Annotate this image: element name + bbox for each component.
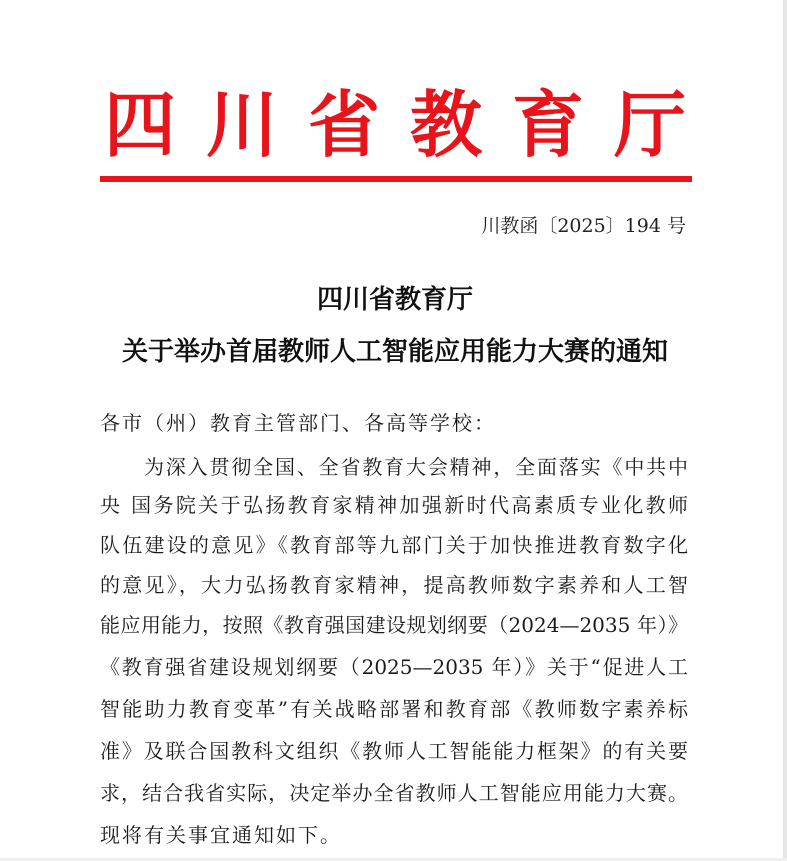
body-line: 央 国务院关于弘扬教育家精神加强新时代高素质专业化教师	[100, 493, 688, 517]
page-edge-right	[783, 0, 787, 861]
body-line: 求，结合我省实际，决定举办全省教师人工智能应用能力大赛。	[100, 781, 688, 805]
masthead	[100, 80, 690, 170]
masthead-char: 育	[511, 82, 584, 167]
red-divider-rule	[100, 176, 692, 182]
masthead-char: 教	[409, 82, 482, 167]
body-line: 为深入贯彻全国、全省教育大会精神，全面落实《中共中	[144, 455, 688, 479]
masthead-char: 厅	[613, 82, 686, 167]
body-line: 的意见》，大力弘扬教育家精神，提高教师数字素养和人工智	[100, 573, 688, 597]
masthead-char: 四	[103, 82, 176, 167]
body-line: 队伍建设的意见》《教育部等九部门关于加快推进教育数字化	[100, 533, 688, 557]
document-title-issuer: 四川省教育厅	[316, 285, 473, 315]
body-line: 智能助力教育变革”有关战略部署和教育部《教师数字素养标	[100, 697, 688, 721]
body-line: 《教育强省建设规划纲要（2025—2035 年）》关于“促进人工	[100, 655, 688, 679]
body-line: 能应用能力，按照《教育强国建设规划纲要（2024—2035 年）》	[100, 613, 688, 637]
body-line: 现将有关事宜通知如下。	[100, 823, 342, 847]
document-title-subject: 关于举办首届教师人工智能应用能力大赛的通知	[121, 337, 668, 367]
document-number: 川教函〔2025〕194 号	[481, 215, 686, 237]
body-line: 准》及联合国教科文组织《教师人工智能能力框架》的有关要	[100, 739, 688, 763]
masthead-char: 川	[205, 82, 278, 167]
masthead-char: 省	[307, 82, 380, 167]
salutation: 各市（州）教育主管部门、各高等学校：	[100, 411, 496, 435]
